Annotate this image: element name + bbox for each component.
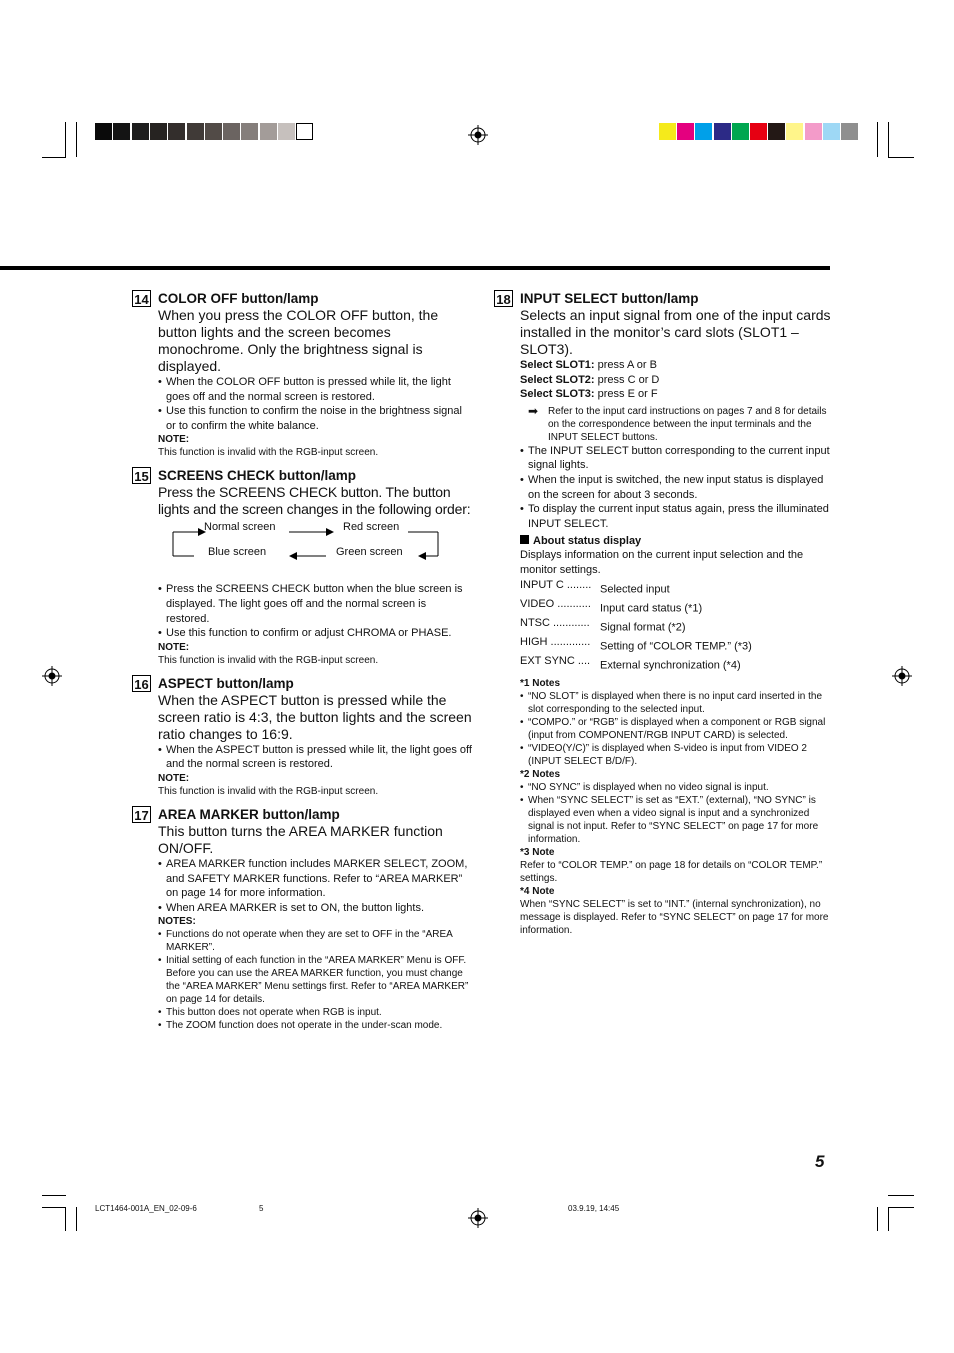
section-color-off [132, 290, 472, 459]
gray-swatch [150, 123, 167, 140]
diagram-label-blue: Blue screen [208, 546, 267, 559]
cycle-arrows-icon [158, 518, 458, 572]
gray-swatch [223, 123, 240, 140]
left-column [132, 290, 472, 1032]
section-lead: Press the SCREENS CHECK button. The button lights and the screen changes in the following order: [158, 484, 471, 518]
status-row: NTSC ............ Signal format (*2) [520, 616, 686, 634]
bullet: • When AREA MARKER is set to ON, the button lights. [158, 901, 472, 916]
screen-order-diagram [158, 518, 472, 572]
note-heading: NOTE: [158, 641, 190, 653]
section-title: AREA MARKER button/lamp [158, 806, 340, 822]
footer-page: 5 [259, 1204, 264, 1213]
gray-swatch [205, 123, 222, 140]
color-swatch [805, 123, 822, 140]
diagram-label-normal: Normal screen [204, 521, 276, 534]
bullet: • Use this function to confirm the noise in the brightness signal or to confirm the white balance. [158, 404, 472, 433]
notes-heading: *2 Notes [520, 769, 561, 781]
crop-mark [65, 122, 66, 157]
note-item: • Initial setting of each function in the “AREA MARKER” Menu is OFF. Before you can use the AREA MARKER function, you must change the “AREA MARKER” Menu settings first. Refer to “AREA MARKER” on page 14 for details. [158, 954, 472, 1006]
note-heading: NOTE: [158, 772, 190, 784]
crop-mark [76, 122, 77, 157]
gray-swatch [260, 123, 277, 140]
crop-mark [888, 157, 914, 158]
status-row: HIGH ............. Setting of “COLOR TEMP.” (*3) [520, 636, 752, 653]
note-item: • The ZOOM function does not operate in the under-scan mode. [158, 1019, 472, 1032]
section-title: COLOR OFF button/lamp [158, 291, 319, 306]
color-swatch [823, 123, 840, 140]
square-bullet-icon [520, 535, 529, 544]
gray-swatch [278, 123, 295, 140]
notes-heading: NOTES: [158, 916, 196, 928]
bullet: • When the ASPECT button is pressed while lit, the light goes off and the normal screen is restored. [158, 743, 472, 772]
gray-swatch [241, 123, 258, 140]
status-row: VIDEO ........... Input card status (*1) [520, 597, 703, 615]
status-lead: Displays information on the current input selection and the monitor settings. [520, 549, 804, 576]
color-swatch [750, 123, 767, 140]
gray-swatch [95, 123, 112, 140]
crop-mark [42, 1195, 66, 1196]
note-text: This function is invalid with the RGB-input screen. [158, 654, 379, 666]
slot-row: Select SLOT2: press C or D [520, 373, 660, 386]
note-item: • When “SYNC SELECT” is set as “EXT.” (external), “NO SYNC” is displayed even when a video signal is input and a synchronized signal is not input. Refer to “SYNC SELECT” on page 17 for more information. [520, 794, 831, 846]
section-number: 17 [132, 806, 151, 823]
section-lead: This button turns the AREA MARKER function ON/OFF. [158, 822, 443, 856]
color-swatch [714, 123, 731, 140]
notes-heading: *4 Note [520, 886, 555, 898]
color-swatch [677, 123, 694, 140]
note-heading: NOTE: [158, 434, 190, 446]
note-item: • “NO SYNC” is displayed when no video signal is input. [520, 781, 831, 794]
crop-mark [42, 1207, 66, 1208]
section-lead: When you press the COLOR OFF button, the button lights and the screen becomes monochrome. Only the brightness signal is displayed. [158, 307, 439, 374]
footer-date: 03.9.19, 14:45 [568, 1204, 620, 1213]
bullet: • When the input is switched, the new input status is displayed on the screen for about 3 seconds. [520, 473, 831, 502]
bullet: • AREA MARKER function includes MARKER SELECT, ZOOM, and SAFETY MARKER functions. Refer to “AREA MARKER” on page 14 for more information. [158, 857, 472, 901]
gray-swatch [296, 123, 313, 140]
section-title: SCREENS CHECK button/lamp [158, 468, 357, 484]
color-swatch [786, 123, 803, 140]
color-swatch [732, 123, 749, 140]
section-number: 16 [132, 675, 151, 692]
section-area-marker [132, 806, 472, 1032]
slot-row: Select SLOT3: press E or F [520, 388, 658, 401]
footer-file-name: LCT1464-001A_EN_02-09-6 [95, 1204, 197, 1213]
section-number: 15 [132, 467, 151, 484]
section-screens-check [132, 467, 472, 666]
section-title: INPUT SELECT button/lamp [520, 291, 699, 306]
section-lead: When the ASPECT button is pressed while the screen ratio is 4:3, the button lights and the screen ratio changes to 16:9. [158, 691, 472, 742]
crop-mark [42, 157, 66, 158]
note-text: When “SYNC SELECT” is set to “INT.” (internal synchronization), no message is displayed. Refer to “SYNC SELECT” on page 17 for more information. [520, 899, 829, 937]
section-title: ASPECT button/lamp [158, 675, 294, 691]
bullet: • To display the current input status again, press the illuminated INPUT SELECT. [520, 502, 831, 531]
gray-swatch [187, 123, 204, 140]
note-text: Refer to “COLOR TEMP.” on page 18 for details on “COLOR TEMP.” settings. [520, 860, 823, 885]
registration-mark-icon [42, 666, 62, 686]
status-heading: About status display [520, 535, 831, 548]
arrow-right-icon: ➡ [528, 403, 539, 418]
registration-mark-icon [468, 125, 488, 145]
reference-note: ➡ Refer to the input card instructions on pages 7 and 8 for details on the correspondence between the input terminals and the INPUT SELECT buttons. [528, 403, 827, 443]
section-lead: Selects an input signal from one of the input cards installed in the monitor’s card slots (SLOT1 – SLOT3). [520, 307, 831, 357]
note-item: • “NO SLOT” is displayed when there is no input card inserted in the slot corresponding to the selected input. [520, 690, 831, 716]
gray-swatch [168, 123, 185, 140]
note-text: This function is invalid with the RGB-input screen. [158, 785, 379, 797]
gray-swatch [132, 123, 149, 140]
crop-mark [76, 1207, 77, 1231]
section-aspect [132, 675, 472, 798]
right-column [494, 290, 831, 937]
page-number: 5 [815, 1152, 825, 1171]
color-swatch [659, 123, 676, 140]
crop-mark [877, 1207, 878, 1231]
bullet: • Press the SCREENS CHECK button when the blue screen is displayed. The light goes off and the normal screen is restored. [158, 582, 472, 626]
registration-mark-icon [892, 666, 912, 686]
status-row: EXT SYNC .... External synchronization (*4) [520, 655, 741, 672]
note-item: • “VIDEO(Y/C)” is displayed when S-video is input from VIDEO 2 (INPUT SELECT B/D/F). [520, 742, 831, 768]
color-swatch [768, 123, 785, 140]
crop-mark [888, 1195, 914, 1196]
diagram-label-red: Red screen [343, 521, 400, 534]
crop-mark [888, 1207, 914, 1208]
crop-mark [65, 1207, 66, 1231]
notes-heading: *3 Note [520, 847, 555, 859]
crop-mark [888, 1207, 889, 1231]
note-text: This function is invalid with the RGB-input screen. [158, 447, 379, 459]
diagram-label-green: Green screen [336, 546, 403, 559]
crop-mark [888, 122, 889, 157]
section-number: 18 [494, 290, 513, 307]
note-item: • This button does not operate when RGB is input. [158, 1006, 472, 1019]
bullet: • Use this function to confirm or adjust CHROMA or PHASE. [158, 626, 472, 641]
color-swatch [695, 123, 712, 140]
section-input-select [494, 290, 831, 937]
note-item: • “COMPO.” or “RGB” is displayed when a component or RGB signal (input from COMPONENT/RGB INPUT CARD) is selected. [520, 716, 831, 742]
crop-mark [877, 122, 878, 157]
color-swatch [841, 123, 858, 140]
section-number: 14 [132, 290, 151, 307]
notes-heading: *1 Notes [520, 678, 561, 690]
header-rule [0, 266, 830, 270]
status-row: INPUT C ........ Selected input [520, 578, 670, 596]
gray-swatch [113, 123, 130, 140]
registration-mark-icon [468, 1208, 488, 1228]
bullet: • The INPUT SELECT button corresponding to the current input signal lights. [520, 444, 831, 473]
slot-row: Select SLOT1: press A or B [520, 359, 657, 371]
bullet: • When the COLOR OFF button is pressed while lit, the light goes off and the normal screen is restored. [158, 375, 472, 404]
note-item: • Functions do not operate when they are set to OFF in the “AREA MARKER”. [158, 928, 472, 954]
